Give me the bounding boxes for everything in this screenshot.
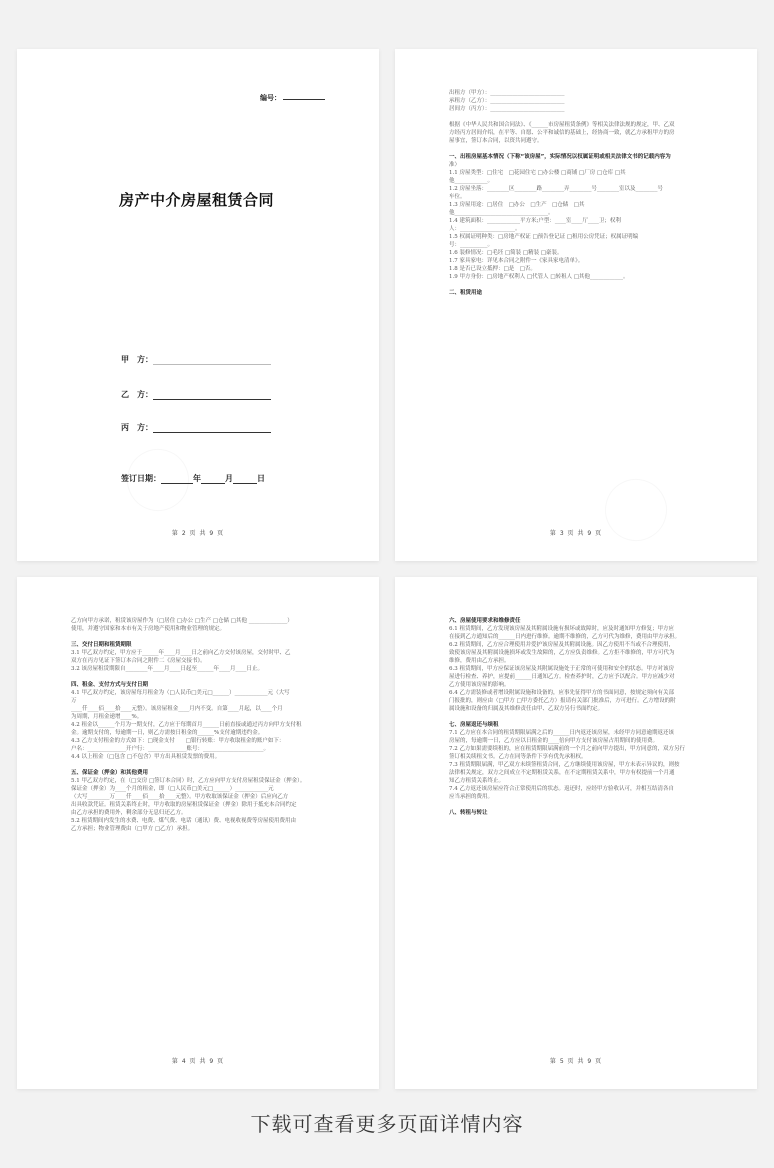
text-line: 6.4 乙方需装修或者增设附属设施和设备的，应事先征得甲方的书面同意，按规定须向有关部 (449, 690, 674, 696)
party-a-label: 甲 方： (121, 355, 153, 364)
text-line: 承租方（乙方）：___________________________ (449, 98, 565, 104)
page-footer: 第 4 页 共 9 页 (171, 1058, 225, 1065)
text-line: 7.4 乙方返还该房屋应符合正常使用后的状态。返还时，应经甲方验收认可，并相互结清各自 (449, 786, 674, 792)
text-line: 7.2 乙方如果需要续租的，应在租赁期限届满前的一个月之前向甲方提出，甲方同意的，双方另行 (449, 746, 685, 752)
paragraph-gap (449, 113, 705, 121)
contract-number-blank (283, 93, 325, 100)
text-line: 屋进行检查、养护，应提前______日通知乙方。检查养护时，乙方应予以配合。甲方应减少对 (449, 674, 675, 680)
month-blank (201, 475, 225, 484)
text-line: 1.6 装修情况：□毛坯 □简装 □精装 □豪装。 (449, 250, 563, 256)
party-b-blank (153, 391, 271, 400)
text-line: 出租方（甲方）：___________________________ (449, 90, 565, 96)
text-line: 1.2 房屋坐落：________区________路________弄________号________室以及________号 (449, 186, 663, 192)
text-line: 屋事宜，签订本合同，以资共同遵守。 (449, 138, 543, 144)
text-line: 1.3 房屋用途：□居住 □办公 □生产 □仓储 □其 (449, 202, 585, 208)
text-line: 属设施和设备的归属及其维修责任由甲、乙双方另行书面约定。 (449, 706, 604, 712)
page-footer: 第 5 页 共 9 页 (549, 1058, 603, 1065)
month-label: 月 (225, 474, 233, 483)
year-label: 年 (193, 474, 201, 483)
text-line: 方经丙方居间介绍，在平等、自愿、公平和诚信的基础上，经协商一致，就乙方承租甲方的房 (449, 130, 675, 136)
text-line: 他____________。 (449, 178, 494, 184)
text-line: 4.2 租金以______个月为一期支付，乙方应于每期首月______日前直接或通过丙方向甲方支付租 (71, 722, 302, 728)
section-heading: 六、房屋使用要求和维修责任 (449, 618, 521, 624)
page-body (449, 89, 705, 297)
text-line: 签订相关续租文书。乙方在同等条件下享有优先承租权。 (449, 754, 587, 760)
text-line: 双方在丙方见证下签订本合同之附件二《房屋交接书》。 (71, 658, 206, 664)
text-line: 6.3 租赁期间，甲方应保证该房屋及其附属设施处于正常的可使用和安全的状态。甲方对该房 (449, 666, 674, 672)
section-heading: 一、出租房屋基本情况（下称“该房屋”，实际情况以权属证明或相关法律文书的记载内容为 (449, 154, 671, 160)
text-line: 1.4 建筑面积：____________平方米;户型：____室____厅____卫；权利 (449, 218, 621, 224)
text-line: 1.1 房屋类型：□住宅 □花园住宅 □办公楼 □商铺 □厂房 □仓库 □其 (449, 170, 626, 176)
text-line: 车位。 (449, 194, 466, 200)
contract-number-label: 编号： (260, 94, 281, 102)
text-line: 4.4 以上租金（□包含 □不包含）甲方出具租赁发票的费用。 (71, 754, 221, 760)
text-line: 金。逾期支付的，每逾期一日，则乙方需按日租金的______%支付逾期违约金。 (71, 730, 264, 736)
text-line: 1.7 家具家电：详见本合同之附件一《家具家电清单》。 (449, 258, 584, 264)
text-line: 为周期，月租金递增____%。 (71, 714, 143, 720)
paragraph-gap (449, 801, 705, 809)
party-a-blank (153, 356, 271, 365)
text-line: 6.2 租赁期间，乙方应合理使用并爱护该房屋及其附属设施。因乙方使用不当或不合理使用， (449, 642, 674, 648)
paragraph-gap (71, 633, 327, 641)
page-footer: 第 3 页 共 9 页 (549, 530, 603, 537)
text-line: 户名：______________开户行：______________账号：______________________。 (71, 746, 270, 752)
cover-page (17, 49, 379, 561)
text-line: 乙方承担；物业管理费由（□甲方 □乙方）承担。 (71, 826, 194, 832)
text-line: 门报批的，则应由（□甲方 □甲方委托乙方）报请有关部门批准后，方可进行。乙方增设的附 (449, 698, 676, 704)
day-blank (233, 475, 257, 484)
text-line: 法律相关规定，双方之间成立不定期租赁关系，在不定期租赁关系中，甲方有权提前一个月通 (449, 770, 675, 776)
text-line: 1.9 甲方身份：□房地产权利人 □代管人 □转租人 □其他____________。 (449, 274, 629, 280)
paragraph-gap (449, 281, 705, 289)
contract-number (260, 93, 325, 103)
text-line: 1.8 是否已设立抵押：□是 □否。 (449, 266, 536, 272)
sign-date-line (121, 473, 265, 484)
text-line: 3.1 甲乙双方约定，甲方应于______年____月____日之前向乙方交付该房屋，交付时甲、乙 (71, 650, 291, 656)
page-body (71, 617, 327, 833)
day-label: 日 (257, 474, 265, 483)
text-line: 万 (71, 698, 77, 704)
party-c-line (121, 422, 271, 433)
text-line: 5.1 甲乙双方约定，在（□交房 □签订本合同）时，乙方应向甲方支付房屋租赁保证金（押金）。 (71, 778, 306, 784)
section-heading: 五、保证金（押金）和其他费用 (71, 770, 149, 776)
text-line: 6.1 租赁期间，乙方发现该房屋及其附属设施有损坏或故障时，应及时通知甲方修复；甲方应 (449, 626, 674, 632)
text-line: 房屋的，每逾期一日，乙方应以日租金的____倍向甲方支付该房屋占用期间的使用费。 (449, 738, 659, 744)
contract-title: 房产中介房屋租赁合同 (119, 191, 275, 209)
paragraph-gap (449, 145, 705, 153)
text-line: （大写________万____仟____佰____拾____元整）。甲方收取该保证金（押金）后应向乙方 (71, 794, 289, 800)
section-heading: 二、租赁用途 (449, 290, 483, 296)
party-b-line (121, 389, 271, 400)
party-a-line (121, 354, 271, 365)
contract-page-5 (395, 577, 757, 1089)
watermark (594, 468, 679, 553)
text-line: 5.2 租赁期间内发生的水费、电费、煤气费、电话（通讯）费、电视收视费等房屋使用费用由 (71, 818, 296, 824)
text-line: 乙方使用该房屋的影响。 (449, 682, 510, 688)
paragraph-gap (449, 713, 705, 721)
text-line: 应当承担的费用。 (449, 794, 494, 800)
party-b-label: 乙 方： (121, 390, 153, 399)
paragraph-gap (71, 761, 327, 769)
text-line: 使用，并遵守国家和本市有关于房地产使用和物业管理的规定。 (71, 626, 226, 632)
text-line: ____仟____佰____拾____元整）。该房屋租金____月内不变。自第____月起，以____个月 (71, 706, 283, 712)
sign-date-label: 签订日期： (121, 474, 161, 483)
text-line: 他__________________________________。 (449, 210, 554, 216)
text-line: 准） (449, 162, 461, 168)
text-line: 维修，费用由乙方承担。 (449, 658, 510, 664)
section-heading: 七、房屋返还与续租 (449, 722, 499, 728)
text-line: 4.1 甲乙双方约定，该房屋每月租金为（□人民币□美元□______）____________元（大写 (71, 690, 290, 696)
section-heading: 四、租金、支付方式与支付日期 (71, 682, 149, 688)
section-heading: 三、交付日期和租赁期限 (71, 642, 132, 648)
party-c-label: 丙 方： (121, 423, 153, 432)
paragraph-gap (71, 673, 327, 681)
text-line: 7.1 乙方应在本合同的租赁期限届满之后的______日内返还该房屋，未经甲方同意逾期返还该 (449, 730, 674, 736)
party-c-blank (153, 424, 271, 433)
page-body (449, 617, 705, 817)
year-blank (161, 475, 193, 484)
text-line: 4.3 乙方支付租金的方式如下：□现金支付 □银行转账：甲方收取租金的账户如下： (71, 738, 285, 744)
text-line: 知乙方租赁关系终止。 (449, 778, 505, 784)
text-line: 致使该房屋及其附属设施损坏或发生故障的，乙方应负责维修。乙方拒不维修的，甲方可代为 (449, 650, 675, 656)
text-line: 3.2 该房屋租赁期限自________年____月____日起至______年____月____日止。 (71, 666, 263, 672)
text-line: 1.5 权属证明种类：□房地产权证 □预告登记证 □租用公房凭证；权属证明编 (449, 234, 639, 240)
page-footer: 第 2 页 共 9 页 (171, 530, 225, 537)
text-line: 在接到乙方通知后的______日内进行维修。逾期不维修的，乙方可代为维修，费用由甲方承担。 (449, 634, 681, 640)
section-heading: 八、转租与转让 (449, 810, 488, 816)
download-more-banner[interactable]: 下载可查看更多页面详情内容 (250, 1112, 524, 1136)
text-line: 号：__________。 (449, 242, 494, 248)
text-line: 出具收款凭证。租赁关系终止时，甲方收取的房屋租赁保证金（押金）除用于抵充本合同约定 (71, 802, 297, 808)
text-line: 由乙方承担的费用外，剩余部分无息归还乙方。 (71, 810, 187, 816)
text-line: 根据《中华人民共和国合同法》、《______市房屋租赁条例》等相关法律法规的规定，甲、乙双 (449, 122, 675, 128)
text-line: 人：____________________。 (449, 226, 521, 232)
text-line: 7.3 租赁期限届满，甲乙双方未续签租赁合同，乙方继续使用该房屋，甲方未表示异议的，则按 (449, 762, 680, 768)
text-line: 乙方向甲方承诺，租赁该房屋作为（□居住 □办公 □生产 □仓储 □其他 ______________） (71, 618, 293, 624)
text-line: 居间方（丙方）：___________________________ (449, 106, 565, 112)
contract-page-3 (395, 49, 757, 561)
text-line: 保证金（押金）为____个月的租金，即（□人民币□美元□______）____________元 (71, 786, 274, 792)
contract-page-4 (17, 577, 379, 1089)
